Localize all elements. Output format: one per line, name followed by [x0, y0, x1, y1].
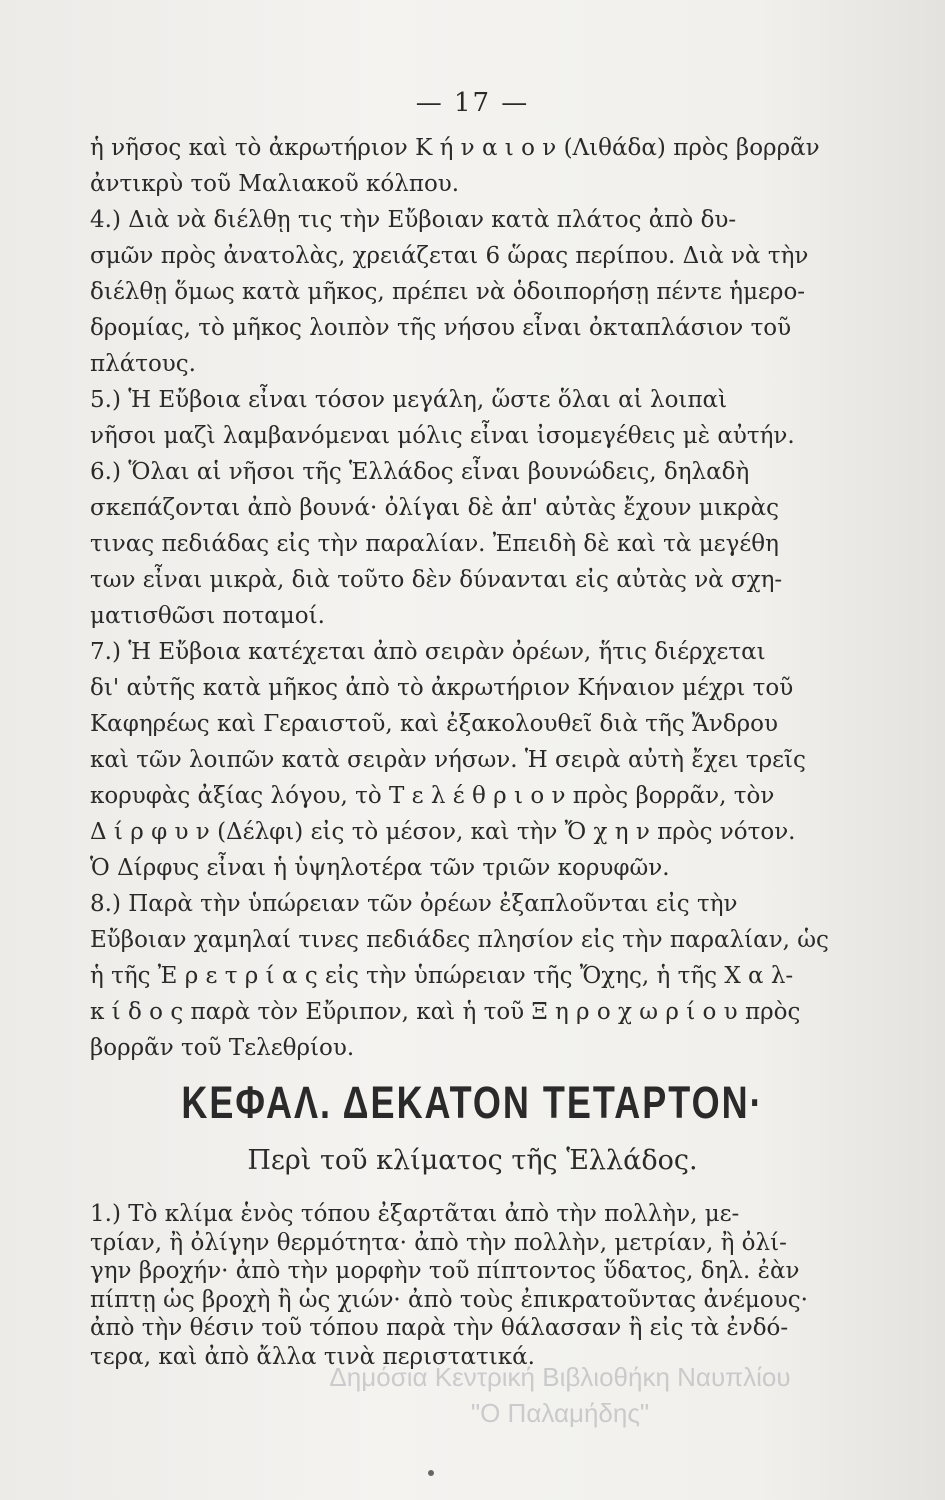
body-text-bottom-line: ἀπὸ τὴν θέσιν τοῦ τόπου παρὰ τὴν θάλασσαν ἢ εἰς τὰ ἐνδό- — [90, 1315, 789, 1341]
body-text-top-line: βορρᾶν τοῦ Τελεθρίου. — [90, 1035, 355, 1061]
page-number: — 17 — — [415, 88, 530, 118]
body-text-bottom-line: τερα, καὶ ἀπὸ ἄλλα τινὰ περιστατικά. — [90, 1343, 535, 1370]
chapter-subtitle: Περὶ τοῦ κλίματος τῆς Ἑλλάδος. — [247, 1145, 698, 1176]
body-text-top-line: ἀντικρὺ τοῦ Μαλιακοῦ κόλπου. — [90, 171, 460, 197]
body-text-top-line: καὶ τῶν λοιπῶν κατὰ σειρὰν νήσων. Ἡ σειρὰ αὐτὴ ἔχει τρεῖς — [90, 747, 806, 773]
body-text-top-line: πλάτους. — [90, 351, 196, 377]
body-text-top-line: ἡ νῆσος καὶ τὸ ἀκρωτήριον Κ ή ν α ι ο ν (Λιθάδα) πρὸς βορρᾶν — [90, 135, 820, 161]
body-text-top-line: Δ ί ρ φ υ ν (Δέλφι) εἰς τὸ μέσον, καὶ τὴν Ὄ χ η ν πρὸς νότον. — [90, 819, 796, 845]
body-text-top-line: ἡ τῆς Ἐ ρ ε τ ρ ί α ς εἰς τὴν ὑπώρειαν τῆς Ὄχης, ἡ τῆς Χ α λ- — [90, 963, 794, 989]
library-watermark-line-1: Δημόσια Κεντρική Βιβλιοθήκη Ναυπλίου — [329, 1362, 791, 1392]
body-text-top-line: ματισθῶσι ποταμοί. — [90, 603, 325, 629]
body-text-top-line: Εὔβοιαν χαμηλαί τινες πεδιάδες πλησίον εἰς τὴν παραλίαν, ὡς — [90, 927, 829, 953]
body-text-top-line: 4.) Διὰ νὰ διέλθῃ τις τὴν Εὔβοιαν κατὰ πλάτος ἀπὸ δυ- — [90, 207, 737, 233]
body-text-top-line: σμῶν πρὸς ἀνατολὰς, χρειάζεται 6 ὥρας περίπου. Διὰ νὰ τὴν — [90, 243, 809, 269]
body-text-top-line: σκεπάζονται ἀπὸ βουνά· ὀλίγαι δὲ ἀπ' αὐτὰς ἔχουν μικρὰς — [90, 495, 780, 521]
body-text-top-line: τινας πεδιάδας εἰς τὴν παραλίαν. Ἐπειδὴ δὲ καὶ τὰ μεγέθη — [90, 531, 779, 557]
body-text-bottom-line: τρίαν, ἢ ὀλίγην θερμότητα· ἀπὸ τὴν πολλὴν, μετρίαν, ἢ ὀλί- — [90, 1229, 787, 1256]
body-text-bottom-line: πίπτῃ ὡς βροχὴ ἢ ὡς χιών· ἀπὸ τοὺς ἐπικρατοῦντας ἀνέμους· — [90, 1286, 808, 1313]
body-text-top-line: των εἶναι μικρὰ, διὰ τοῦτο δὲν δύνανται εἰς αὐτὰς νὰ σχη- — [90, 567, 783, 593]
body-text-top-line: 6.) Ὅλαι αἱ νῆσοι τῆς Ἑλλάδος εἶναι βουνώδεις, δηλαδὴ — [90, 459, 750, 485]
body-text-top-line: 7.) Ἡ Εὔβοια κατέχεται ἀπὸ σειρὰν ὀρέων, ἥτις διέρχεται — [90, 639, 766, 665]
library-watermark-line-2: "Ο Παλαμήδης" — [470, 1398, 650, 1428]
chapter-title: ΚΕΦΑΛ. ΔΕΚΑΤΟΝ ΤΕΤΑΡΤΟΝ· — [181, 1076, 764, 1128]
body-text-bottom-line: γην βροχήν· ἀπὸ τὴν μορφὴν τοῦ πίπτοντος ὕδατος, δηλ. ἐὰν — [90, 1258, 800, 1284]
body-text-top-line: κ ί δ ο ς παρὰ τὸν Εὔριπον, καὶ ἡ τοῦ Ξ η ρ ο χ ω ρ ί ο υ πρὸς — [90, 999, 801, 1025]
body-text-top-line: δι' αὐτῆς κατὰ μῆκος ἀπὸ τὸ ἀκρωτήριον Κήναιον μέχρι τοῦ — [90, 675, 794, 701]
scan-speck — [428, 1470, 434, 1476]
body-text-top-line: 8.) Παρὰ τὴν ὑπώρειαν τῶν ὀρέων ἐξαπλοῦνται εἰς τὴν — [90, 891, 738, 917]
body-text-top-line: διέλθῃ ὅμως κατὰ μῆκος, πρέπει νὰ ὁδοιπορήσῃ πέντε ἡμερο- — [90, 279, 806, 305]
body-text-top-line: δρομίας, τὸ μῆκος λοιπὸν τῆς νήσου εἶναι ὀκταπλάσιον τοῦ — [90, 315, 792, 341]
body-text-bottom-line: 1.) Τὸ κλίμα ἑνὸς τόπου ἐξαρτᾶται ἀπὸ τὴν πολλὴν, με- — [90, 1201, 740, 1227]
body-text-top-line: νῆσοι μαζὶ λαμβανόμεναι μόλις εἶναι ἰσομεγέθεις μὲ αὐτήν. — [90, 423, 795, 449]
body-text-top-line: κορυφὰς ἀξίας λόγου, τὸ Τ ε λ έ θ ρ ι ο ν πρὸς βορρᾶν, τὸν — [90, 783, 775, 809]
body-text-top-line: Καφηρέως καὶ Γεραιστοῦ, καὶ ἐξακολουθεῖ διὰ τῆς Ἄνδρου — [90, 711, 779, 737]
body-text-top-line: 5.) Ἡ Εὔβοια εἶναι τόσον μεγάλη, ὥστε ὅλαι αἱ λοιπαὶ — [90, 387, 728, 413]
body-text-top-line: Ὁ Δίρφυς εἶναι ἡ ὑψηλοτέρα τῶν τριῶν κορυφῶν. — [90, 855, 670, 881]
